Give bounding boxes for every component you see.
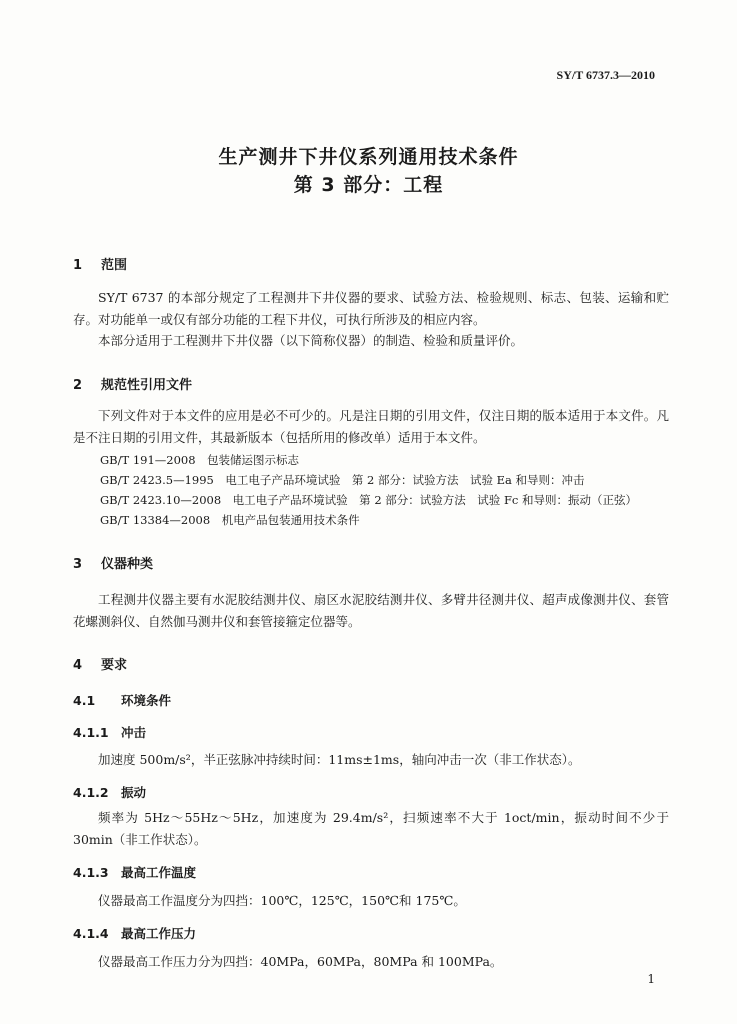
- section-number: 1: [73, 258, 83, 273]
- subsection-heading-shock: [73, 723, 146, 741]
- subsection-title: 冲击: [121, 725, 147, 740]
- subsection-heading-max-pressure: [73, 924, 196, 942]
- document-subtitle: 第 3 部分：工程: [293, 174, 444, 196]
- section-number: 3: [73, 557, 83, 572]
- document-title: 生产测井下井仪系列通用技术条件: [218, 146, 519, 168]
- section-heading-requirements: [73, 654, 127, 673]
- subsection-number: 4.1: [73, 693, 96, 708]
- section-title: 要求: [101, 658, 128, 673]
- reference-item: GB/T 2423.10—2008 电工电子产品环境试验 第 2 部分：试验方法 试验 Fc 和导则：振动（正弦）: [100, 493, 638, 507]
- section-number: 4: [73, 658, 83, 673]
- subsection-heading-max-temperature: [73, 863, 196, 881]
- section-heading-normative-references: [73, 374, 192, 393]
- section-title: 范围: [101, 258, 128, 273]
- paragraph: 下列文件对于本文件的应用是必不可少的。凡是注日期的引用文件，仅注日期的版本适用于本文件。凡是不注日期的引用文件，其最新版本（包括所用的修改单）适用于本文件。: [73, 408, 669, 445]
- subsection-heading-vibration: [73, 783, 146, 801]
- subsection-title: 最高工作压力: [121, 926, 197, 941]
- subsection-number: 4.1.3: [73, 865, 109, 880]
- section-title: 规范性引用文件: [101, 378, 193, 393]
- paragraph: 加速度 500m/s²，半正弦脉冲持续时间：11ms±1ms，轴向冲击一次（非工作状态）。: [98, 752, 581, 767]
- subsection-title: 最高工作温度: [121, 865, 197, 880]
- reference-item: GB/T 191—2008 包装储运图示标志: [100, 453, 300, 467]
- section-heading-instrument-types: [73, 553, 153, 572]
- reference-item: GB/T 13384—2008 机电产品包装通用技术条件: [100, 513, 360, 527]
- standard-number: SY/T 6737.3—2010: [556, 68, 655, 82]
- subsection-heading-environment: [73, 691, 171, 709]
- subsection-title: 环境条件: [121, 693, 172, 708]
- subsection-number: 4.1.4: [73, 926, 109, 941]
- subsection-number: 4.1.2: [73, 785, 109, 800]
- paragraph: SY/T 6737 的本部分规定了工程测井下井仪器的要求、试验方法、检验规则、标志、包装、运输和贮存。对功能单一或仅有部分功能的工程下井仪，可执行所涉及的相应内容。: [73, 290, 669, 327]
- section-heading-scope: [73, 254, 127, 273]
- subsection-title: 振动: [121, 785, 147, 800]
- paragraph: 仪器最高工作温度分为四挡：100℃，125℃，150℃和 175℃。: [98, 893, 466, 908]
- paragraph: 本部分适用于工程测井下井仪器（以下简称仪器）的制造、检验和质量评价。: [98, 333, 524, 348]
- section-title: 仪器种类: [101, 557, 154, 572]
- subsection-number: 4.1.1: [73, 725, 109, 740]
- section-number: 2: [73, 378, 83, 393]
- paragraph: 频率为 5Hz～55Hz～5Hz，加速度为 29.4m/s²，扫频速率不大于 1oct/min，振动时间不少于 30min（非工作状态）。: [73, 810, 669, 847]
- page-number: 1: [647, 972, 655, 986]
- reference-item: GB/T 2423.5—1995 电工电子产品环境试验 第 2 部分：试验方法 试验 Ea 和导则：冲击: [100, 473, 585, 487]
- paragraph: 工程测井仪器主要有水泥胶结测井仪、扇区水泥胶结测井仪、多臂井径测井仪、超声成像测井仪、套管花螺测斜仪、自然伽马测井仪和套管接箍定位器等。: [73, 592, 669, 629]
- paragraph: 仪器最高工作压力分为四挡：40MPa，60MPa，80MPa 和 100MPa。: [98, 954, 503, 969]
